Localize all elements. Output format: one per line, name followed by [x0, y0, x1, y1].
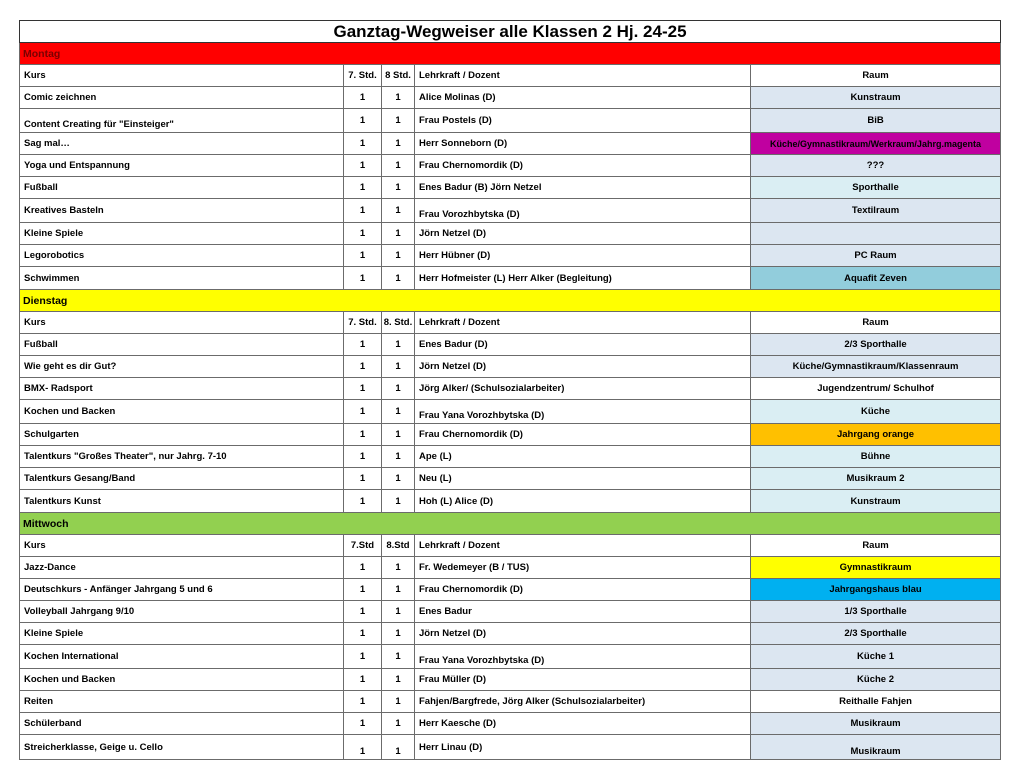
- lehrkraft-cell: Fr. Wedemeyer (B / TUS): [415, 557, 751, 579]
- lehrkraft-cell: Herr Hübner (D): [415, 245, 751, 267]
- std8-cell: 1: [382, 356, 415, 378]
- kurs-cell: Streicherklasse, Geige u. Cello: [20, 735, 344, 760]
- col-raum: Raum: [751, 312, 1001, 334]
- col-raum: Raum: [751, 535, 1001, 557]
- std7-cell: 1: [344, 579, 382, 601]
- std8-cell: 1: [382, 87, 415, 109]
- col-lehrkraft: Lehrkraft / Dozent: [415, 535, 751, 557]
- lehrkraft-cell: Alice Molinas (D): [415, 87, 751, 109]
- raum-cell: Küche/Gymnastikraum/Klassenraum: [751, 356, 1001, 378]
- raum-cell: 1/3 Sporthalle: [751, 601, 1001, 623]
- kurs-cell: Legorobotics: [20, 245, 344, 267]
- std8-cell: 1: [382, 245, 415, 267]
- table-row: [20, 133, 1001, 155]
- col-8std: 8 Std.: [382, 65, 415, 87]
- lehrkraft-cell: Jörn Netzel (D): [415, 356, 751, 378]
- kurs-cell: Kochen und Backen: [20, 400, 344, 424]
- day-header-dienstag: Dienstag: [20, 290, 1001, 312]
- std7-cell: 1: [344, 223, 382, 245]
- std8-cell: 1: [382, 400, 415, 424]
- lehrkraft-cell: Frau Müller (D): [415, 669, 751, 691]
- std7-cell: 1: [344, 87, 382, 109]
- table-row: [20, 623, 1001, 645]
- kurs-cell: Wie geht es dir Gut?: [20, 356, 344, 378]
- col-kurs: Kurs: [20, 535, 344, 557]
- std7-cell: 1: [344, 645, 382, 669]
- kurs-cell: Fußball: [20, 334, 344, 356]
- raum-cell: BiB: [751, 109, 1001, 133]
- kurs-cell: Yoga und Entspannung: [20, 155, 344, 177]
- table-row: [20, 267, 1001, 290]
- kurs-cell: Kleine Spiele: [20, 623, 344, 645]
- page-title: Ganztag-Wegweiser alle Klassen 2 Hj. 24-25: [20, 21, 1001, 43]
- std8-cell: 1: [382, 557, 415, 579]
- std7-cell: 1: [344, 356, 382, 378]
- std7-cell: 1: [344, 691, 382, 713]
- col-7std: 7. Std.: [344, 65, 382, 87]
- col-7std: 7. Std.: [344, 312, 382, 334]
- std8-cell: 1: [382, 155, 415, 177]
- raum-cell: ???: [751, 155, 1001, 177]
- lehrkraft-cell: Herr Linau (D): [415, 735, 751, 760]
- table-row: [20, 735, 1001, 760]
- raum-cell: Jahrgangshaus blau: [751, 579, 1001, 601]
- table-row: [20, 468, 1001, 490]
- kurs-cell: Schwimmen: [20, 267, 344, 290]
- lehrkraft-cell: Frau Chernomordik (D): [415, 155, 751, 177]
- table-row: [20, 424, 1001, 446]
- col-raum: Raum: [751, 65, 1001, 87]
- std7-cell: 1: [344, 245, 382, 267]
- raum-cell: Gymnastikraum: [751, 557, 1001, 579]
- std8-cell: 1: [382, 223, 415, 245]
- std7-cell: 1: [344, 557, 382, 579]
- std8-cell: 1: [382, 623, 415, 645]
- std7-cell: 1: [344, 490, 382, 513]
- std7-cell: 1: [344, 601, 382, 623]
- std7-cell: 1: [344, 468, 382, 490]
- lehrkraft-cell: Hoh (L) Alice (D): [415, 490, 751, 513]
- lehrkraft-cell: Jörn Netzel (D): [415, 623, 751, 645]
- std8-cell: 1: [382, 177, 415, 199]
- raum-cell: PC Raum: [751, 245, 1001, 267]
- raum-cell: Küche 1: [751, 645, 1001, 669]
- std8-cell: 1: [382, 199, 415, 223]
- lehrkraft-cell: Enes Badur (D): [415, 334, 751, 356]
- table-row: [20, 601, 1001, 623]
- kurs-cell: Kleine Spiele: [20, 223, 344, 245]
- std8-cell: 1: [382, 601, 415, 623]
- lehrkraft-cell: Frau Chernomordik (D): [415, 579, 751, 601]
- lehrkraft-cell: Jörn Netzel (D): [415, 223, 751, 245]
- col-kurs: Kurs: [20, 312, 344, 334]
- schedule-table: [19, 20, 1001, 760]
- table-row: [20, 446, 1001, 468]
- kurs-cell: Kochen International: [20, 645, 344, 669]
- table-row: [20, 490, 1001, 513]
- raum-cell: Aquafit Zeven: [751, 267, 1001, 290]
- kurs-cell: Kochen und Backen: [20, 669, 344, 691]
- col-lehrkraft: Lehrkraft / Dozent: [415, 65, 751, 87]
- std8-cell: 1: [382, 669, 415, 691]
- table-row: [20, 400, 1001, 424]
- lehrkraft-cell: Frau Yana Vorozhbytska (D): [415, 645, 751, 669]
- raum-cell: Kunstraum: [751, 87, 1001, 109]
- raum-cell: 2/3 Sporthalle: [751, 623, 1001, 645]
- std8-cell: 1: [382, 579, 415, 601]
- column-header-row: [20, 535, 1001, 557]
- std8-cell: 1: [382, 446, 415, 468]
- kurs-cell: Talentkurs "Großes Theater", nur Jahrg. 7-10: [20, 446, 344, 468]
- std8-cell: 1: [382, 735, 415, 760]
- raum-cell: Musikraum 2: [751, 468, 1001, 490]
- lehrkraft-cell: Fahjen/Bargfrede, Jörg Alker (Schulsozialarbeiter): [415, 691, 751, 713]
- kurs-cell: Kreatives Basteln: [20, 199, 344, 223]
- lehrkraft-cell: Jörg Alker/ (Schulsozialarbeiter): [415, 378, 751, 400]
- std7-cell: 1: [344, 133, 382, 155]
- table-row: [20, 579, 1001, 601]
- kurs-cell: BMX- Radsport: [20, 378, 344, 400]
- col-8std: 8. Std.: [382, 312, 415, 334]
- table-row: [20, 155, 1001, 177]
- kurs-cell: Fußball: [20, 177, 344, 199]
- table-row: [20, 199, 1001, 223]
- lehrkraft-cell: Herr Hofmeister (L) Herr Alker (Begleitung): [415, 267, 751, 290]
- std7-cell: 1: [344, 713, 382, 735]
- std7-cell: 1: [344, 424, 382, 446]
- std7-cell: 1: [344, 400, 382, 424]
- table-row: [20, 378, 1001, 400]
- std7-cell: 1: [344, 199, 382, 223]
- raum-cell: Bühne: [751, 446, 1001, 468]
- std8-cell: 1: [382, 490, 415, 513]
- kurs-cell: Talentkurs Gesang/Band: [20, 468, 344, 490]
- std8-cell: 1: [382, 713, 415, 735]
- raum-cell: Kunstraum: [751, 490, 1001, 513]
- lehrkraft-cell: Frau Chernomordik (D): [415, 424, 751, 446]
- lehrkraft-cell: Herr Kaesche (D): [415, 713, 751, 735]
- raum-cell: Musikraum: [751, 713, 1001, 735]
- table-row: [20, 645, 1001, 669]
- raum-cell: 2/3 Sporthalle: [751, 334, 1001, 356]
- table-row: [20, 557, 1001, 579]
- std8-cell: 1: [382, 109, 415, 133]
- lehrkraft-cell: Frau Postels (D): [415, 109, 751, 133]
- raum-cell: Textilraum: [751, 199, 1001, 223]
- std7-cell: 1: [344, 623, 382, 645]
- std8-cell: 1: [382, 334, 415, 356]
- std7-cell: 1: [344, 735, 382, 760]
- table-row: [20, 356, 1001, 378]
- std7-cell: 1: [344, 446, 382, 468]
- raum-cell: Küche: [751, 400, 1001, 424]
- table-row: [20, 223, 1001, 245]
- table-row: [20, 334, 1001, 356]
- raum-cell: [751, 223, 1001, 245]
- table-row: [20, 691, 1001, 713]
- col-8std: 8.Std: [382, 535, 415, 557]
- table-row: [20, 87, 1001, 109]
- column-header-row: [20, 312, 1001, 334]
- std7-cell: 1: [344, 267, 382, 290]
- raum-cell: Küche 2: [751, 669, 1001, 691]
- kurs-cell: Deutschkurs - Anfänger Jahrgang 5 und 6: [20, 579, 344, 601]
- raum-cell: Jahrgang orange: [751, 424, 1001, 446]
- raum-cell: Reithalle Fahjen: [751, 691, 1001, 713]
- kurs-cell: Jazz-Dance: [20, 557, 344, 579]
- lehrkraft-cell: Neu (L): [415, 468, 751, 490]
- std7-cell: 1: [344, 109, 382, 133]
- std7-cell: 1: [344, 334, 382, 356]
- lehrkraft-cell: Enes Badur: [415, 601, 751, 623]
- kurs-cell: Content Creating für "Einsteiger": [20, 109, 344, 133]
- col-lehrkraft: Lehrkraft / Dozent: [415, 312, 751, 334]
- kurs-cell: Schulgarten: [20, 424, 344, 446]
- std7-cell: 1: [344, 378, 382, 400]
- table-row: [20, 669, 1001, 691]
- day-header-mittwoch: Mittwoch: [20, 513, 1001, 535]
- std8-cell: 1: [382, 468, 415, 490]
- std7-cell: 1: [344, 669, 382, 691]
- kurs-cell: Volleyball Jahrgang 9/10: [20, 601, 344, 623]
- col-7std: 7.Std: [344, 535, 382, 557]
- std8-cell: 1: [382, 378, 415, 400]
- raum-cell: Küche/Gymnastikraum/Werkraum/Jahrg.magenta: [751, 133, 1001, 155]
- lehrkraft-cell: Ape (L): [415, 446, 751, 468]
- lehrkraft-cell: Enes Badur (B) Jörn Netzel: [415, 177, 751, 199]
- std8-cell: 1: [382, 645, 415, 669]
- kurs-cell: Comic zeichnen: [20, 87, 344, 109]
- table-row: [20, 713, 1001, 735]
- raum-cell: Jugendzentrum/ Schulhof: [751, 378, 1001, 400]
- std7-cell: 1: [344, 155, 382, 177]
- column-header-row: [20, 65, 1001, 87]
- table-row: [20, 177, 1001, 199]
- table-row: [20, 245, 1001, 267]
- lehrkraft-cell: Frau Yana Vorozhbytska (D): [415, 400, 751, 424]
- table-row: [20, 109, 1001, 133]
- std8-cell: 1: [382, 424, 415, 446]
- std8-cell: 1: [382, 691, 415, 713]
- lehrkraft-cell: Frau Vorozhbytska (D): [415, 199, 751, 223]
- std8-cell: 1: [382, 267, 415, 290]
- lehrkraft-cell: Herr Sonneborn (D): [415, 133, 751, 155]
- kurs-cell: Schülerband: [20, 713, 344, 735]
- std8-cell: 1: [382, 133, 415, 155]
- kurs-cell: Sag mal…: [20, 133, 344, 155]
- kurs-cell: Reiten: [20, 691, 344, 713]
- col-kurs: Kurs: [20, 65, 344, 87]
- day-header-montag: Montag: [20, 43, 1001, 65]
- raum-cell: Musikraum: [751, 735, 1001, 760]
- raum-cell: Sporthalle: [751, 177, 1001, 199]
- std7-cell: 1: [344, 177, 382, 199]
- kurs-cell: Talentkurs Kunst: [20, 490, 344, 513]
